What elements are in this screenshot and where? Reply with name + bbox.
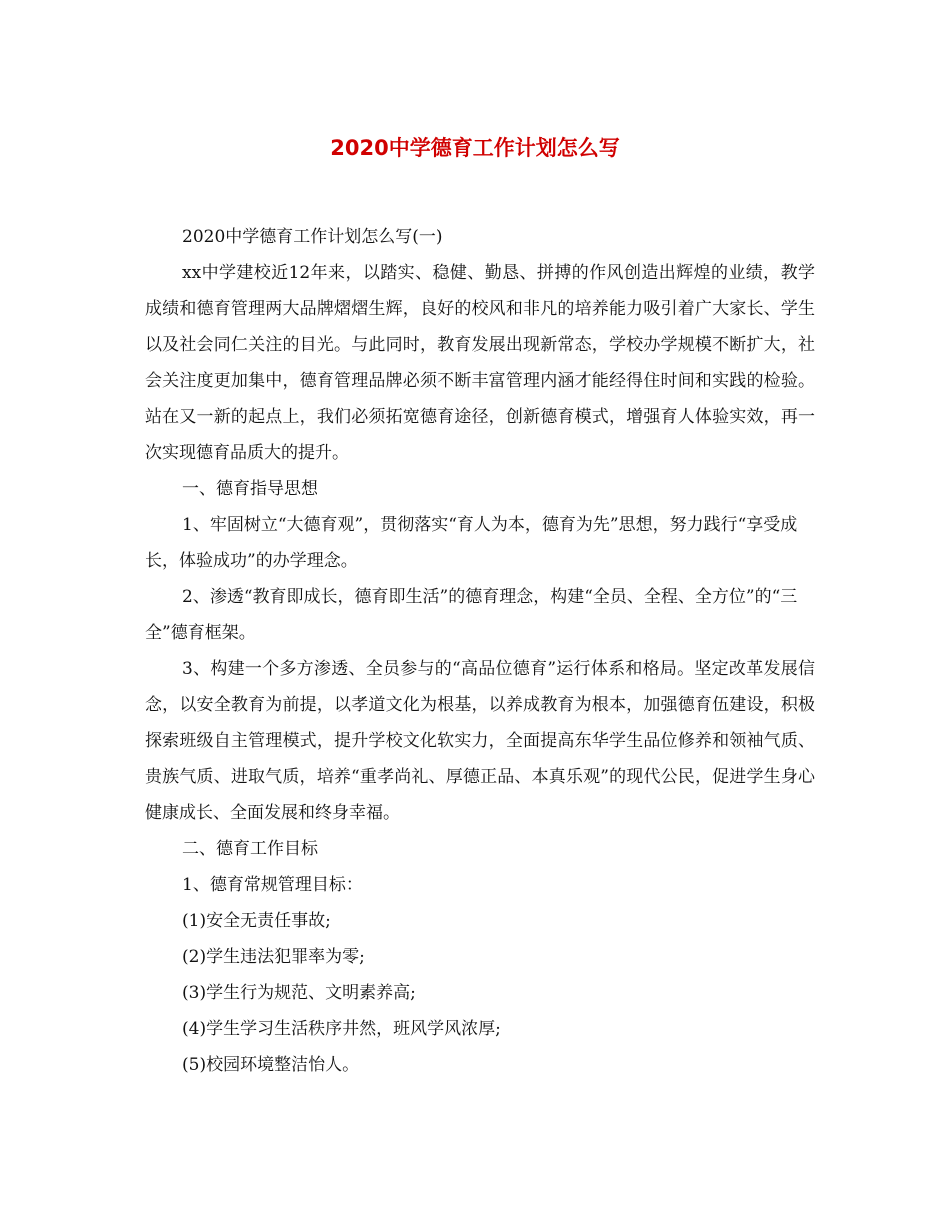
goal-heading: 1、德育常规管理目标： (182, 875, 363, 895)
document-title: 2020中学德育工作计划怎么写 (330, 136, 620, 160)
guideline-item: 2、渗透“教育即成长，德育即生活”的德育理念，构建“全员、全程、全方位”的“三全”德育框架。 (145, 587, 798, 643)
goal-item: (1)安全无责任事故; (182, 911, 331, 931)
document-body (145, 219, 815, 1083)
guideline-item: 3、构建一个多方渗透、全员参与的“高品位德育”运行体系和格局。坚定改革发展信念，以安全教育为前提，以孝道文化为根基，以养成教育为根本，加强德育伍建设，积极探索班级自主管理模式，提升学校文化软实力，全面提高东华学生品位修养和领袖气质、贵族气质、进取气质，培养“重孝尚礼、厚德正品、本真乐观”的现代公民，促进学生身心健康成长、全面发展和终身幸福。 (145, 659, 815, 823)
goal-item: (4)学生学习生活秩序井然，班风学风浓厚; (182, 1019, 501, 1039)
section-heading: 二、德育工作目标 (182, 839, 318, 859)
goal-item: (3)学生行为规范、文明素养高; (182, 983, 416, 1003)
section-heading: 2020中学德育工作计划怎么写(一) (182, 227, 443, 247)
section-heading: 一、德育指导思想 (182, 479, 318, 499)
guideline-item: 1、牢固树立“大德育观”，贯彻落实“育人为本，德育为先”思想，努力践行“享受成长，体验成功”的办学理念。 (145, 515, 798, 571)
goal-item: (2)学生违法犯罪率为零; (182, 947, 365, 967)
intro-paragraph: xx中学建校近12年来，以踏实、稳健、勤恳、拼搏的作风创造出辉煌的业绩，教学成绩和德育管理两大品牌熠熠生辉，良好的校风和非凡的培养能力吸引着广大家长、学生以及社会同仁关注的目光。与此同时，教育发展出现新常态，学校办学规模不断扩大，社会关注度更加集中，德育管理品牌必须不断丰富管理内涵才能经得住时间和实践的检验。站在又一新的起点上，我们必须拓宽德育途径，创新德育模式，增强育人体验实效，再一次实现德育品质大的提升。 (145, 263, 815, 463)
goal-item: (5)校园环境整洁怡人。 (182, 1055, 360, 1075)
